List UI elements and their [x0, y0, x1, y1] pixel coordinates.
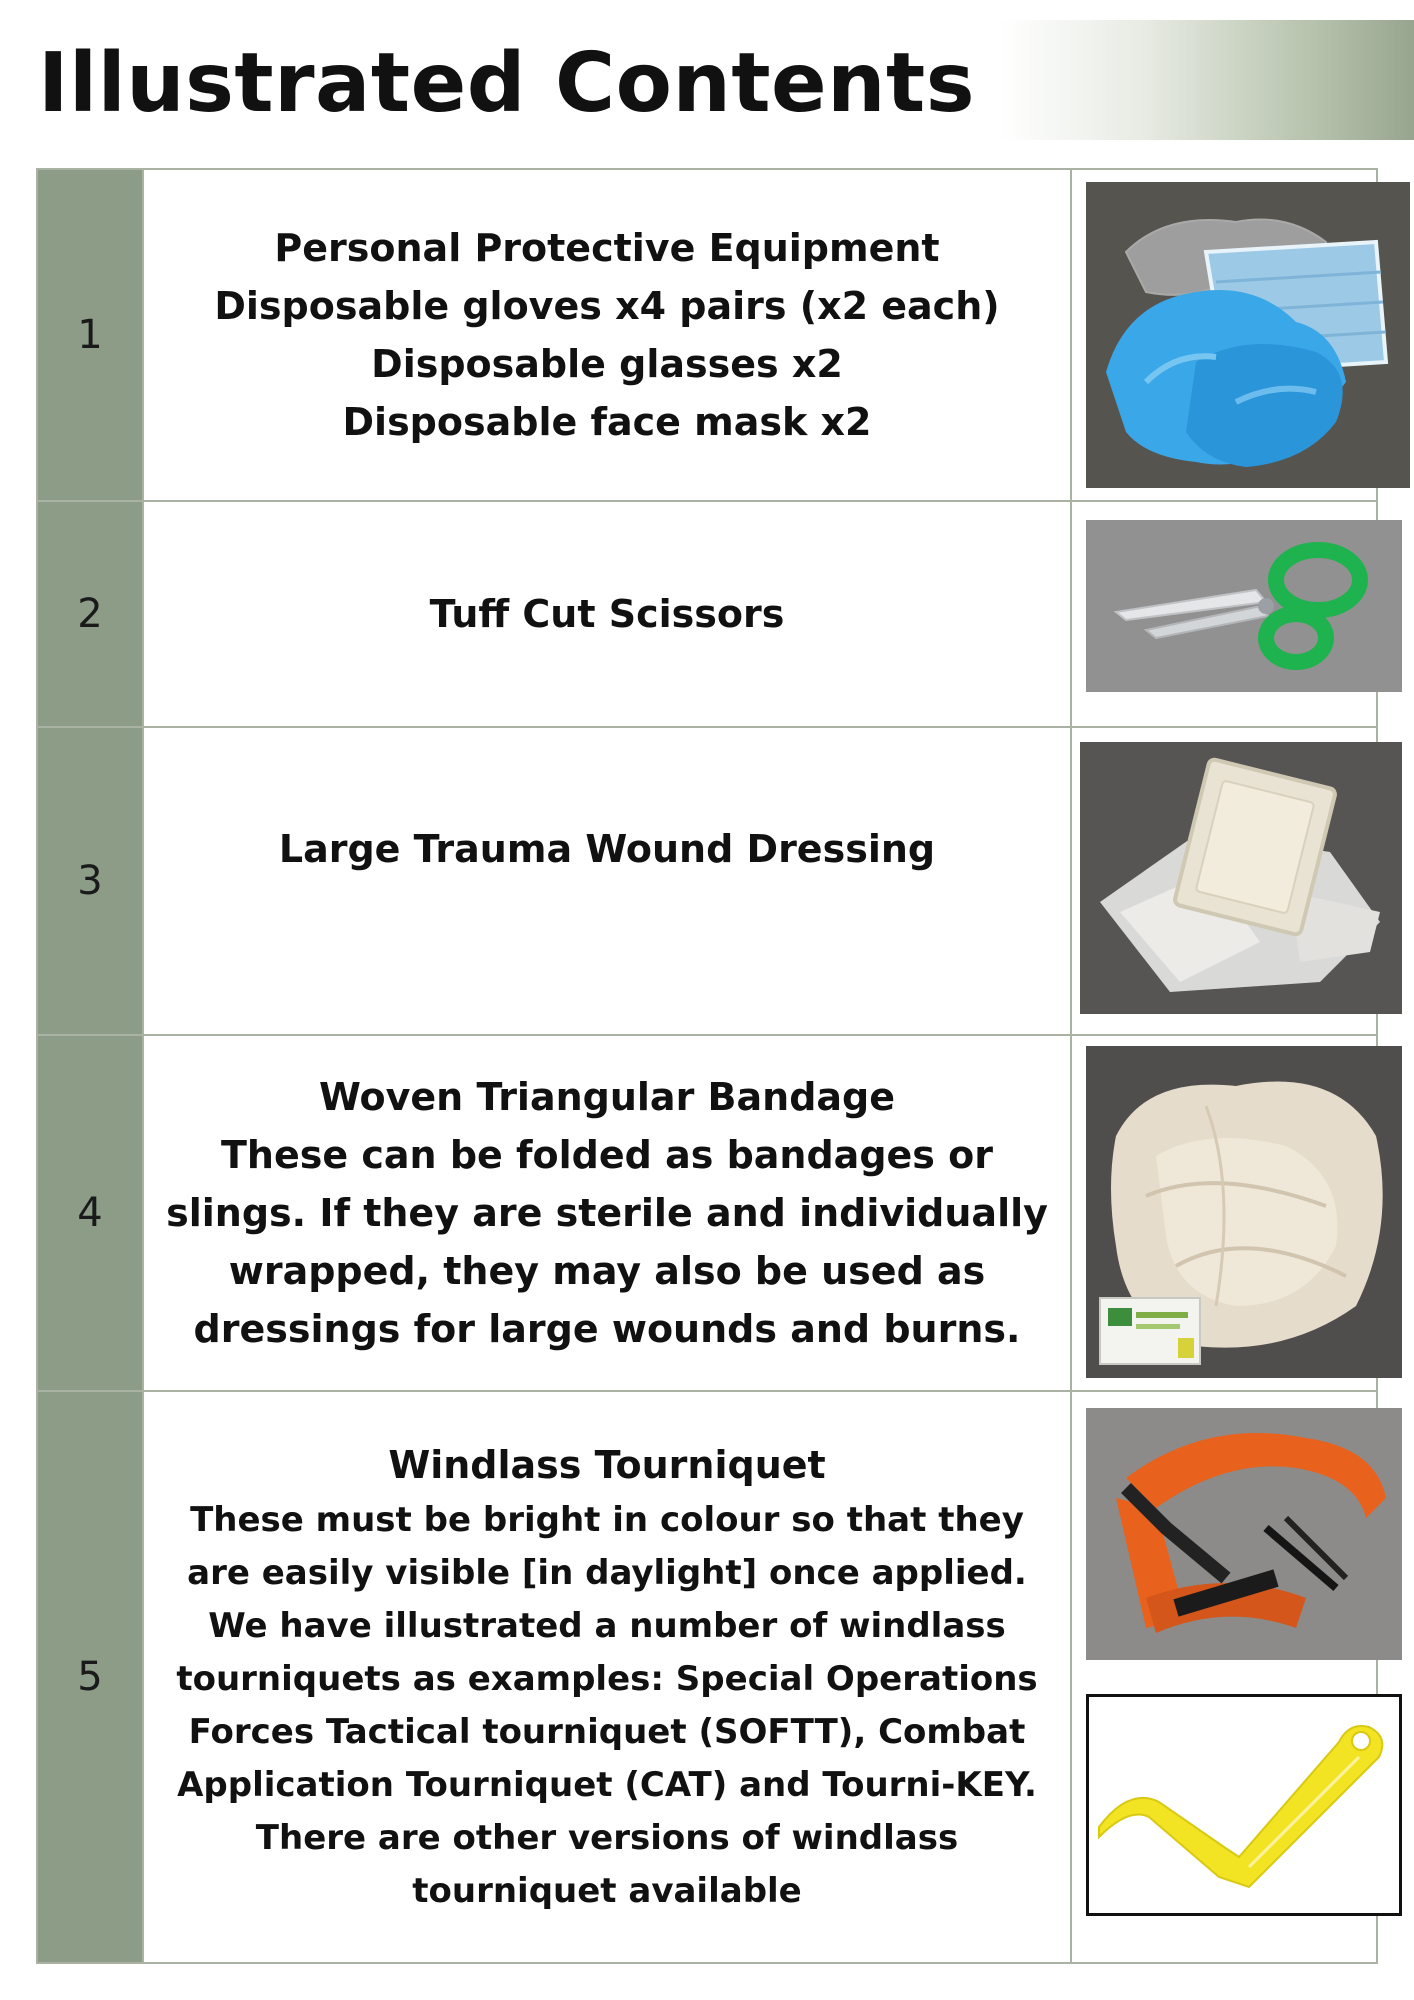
row-description — [142, 170, 1072, 500]
item-detail: tourniquets as examples: Special Operations — [176, 1659, 1038, 1699]
item-title: Personal Protective Equipment — [274, 226, 940, 270]
item-detail: Disposable face mask x2 — [342, 400, 872, 444]
scissors-photo — [1086, 520, 1402, 692]
row-description — [142, 502, 1072, 726]
row-description — [142, 1036, 1072, 1390]
item-detail: Application Tourniquet (CAT) and Tourni-KEY. — [177, 1765, 1037, 1805]
item-detail: Disposable gloves x4 pairs (x2 each) — [214, 284, 1000, 328]
row-number: 5 — [77, 1654, 103, 1700]
row-image-cell — [1072, 1036, 1376, 1390]
row-image-cell — [1072, 170, 1376, 500]
row-description — [142, 728, 1072, 1034]
item-title: Large Trauma Wound Dressing — [278, 827, 936, 871]
item-title: Tuff Cut Scissors — [429, 592, 785, 636]
tourniquet-photo — [1086, 1408, 1402, 1660]
row-image-cell — [1072, 728, 1376, 1034]
item-detail: tourniquet available — [412, 1871, 802, 1911]
tourni-key-photo — [1086, 1694, 1402, 1916]
table-row — [38, 726, 1376, 1034]
item-detail: We have illustrated a number of windlass — [208, 1606, 1006, 1646]
table-row — [38, 500, 1376, 726]
table-row — [38, 170, 1376, 500]
item-title: Woven Triangular Bandage — [318, 1075, 896, 1119]
table-row — [38, 1034, 1376, 1390]
item-detail: These can be folded as bandages or — [221, 1133, 993, 1177]
row-number: 2 — [77, 591, 103, 637]
item-detail: dressings for large wounds and burns. — [193, 1307, 1021, 1351]
wound-dressing-photo — [1080, 742, 1402, 1014]
contents-table — [36, 168, 1378, 1964]
table-row — [38, 1390, 1376, 1962]
row-description — [142, 1392, 1072, 1962]
ppe-photo — [1086, 182, 1410, 488]
item-detail: are easily visible [in daylight] once applied. — [187, 1553, 1027, 1593]
item-detail: slings. If they are sterile and individually — [166, 1191, 1048, 1235]
row-number: 3 — [77, 858, 103, 904]
page-title: Illustrated Contents — [38, 36, 976, 131]
row-image-cell — [1072, 1392, 1376, 1962]
row-image-cell — [1072, 502, 1376, 726]
item-detail: Disposable glasses x2 — [371, 342, 843, 386]
item-detail: Forces Tactical tourniquet (SOFTT), Combat — [188, 1712, 1026, 1752]
row-number: 4 — [77, 1190, 103, 1236]
header-gradient-band — [1000, 20, 1414, 140]
item-detail: wrapped, they may also be used as — [228, 1249, 986, 1293]
triangular-bandage-photo — [1086, 1046, 1402, 1378]
item-detail: There are other versions of windlass — [255, 1818, 959, 1858]
item-detail: These must be bright in colour so that they — [190, 1500, 1024, 1540]
item-title: Windlass Tourniquet — [388, 1443, 826, 1487]
row-number: 1 — [77, 312, 103, 358]
